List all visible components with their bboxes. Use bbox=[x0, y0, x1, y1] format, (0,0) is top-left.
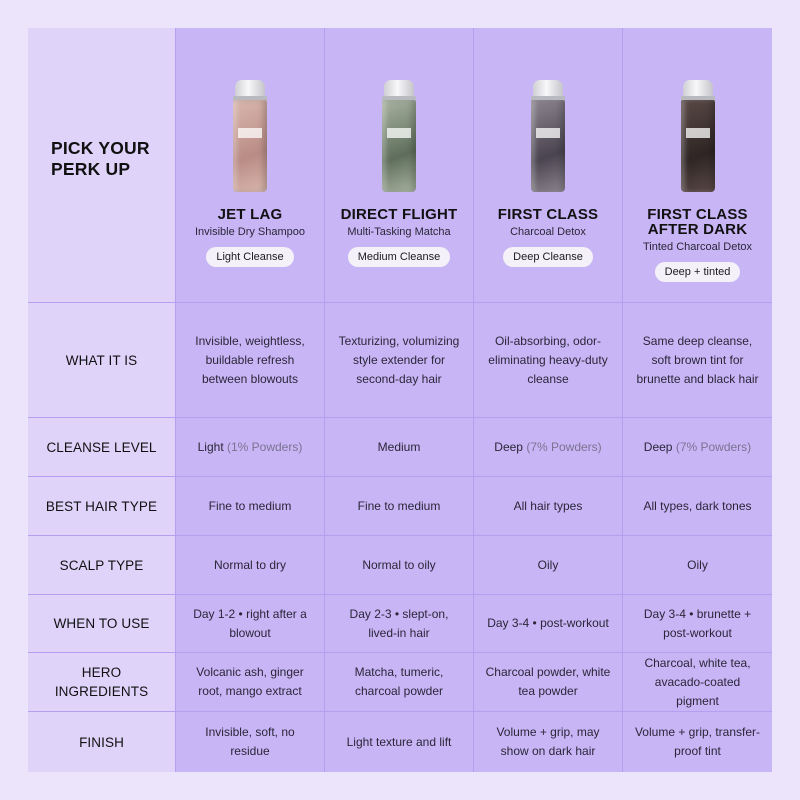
cleanse-badge: Light Cleanse bbox=[206, 247, 293, 267]
cell-value: Day 1-2 • right after a blowout bbox=[193, 606, 307, 640]
cell-value: Charcoal, white tea, avacado-coated pigment bbox=[644, 655, 751, 708]
table-cell bbox=[176, 595, 325, 653]
cell-text bbox=[335, 332, 463, 389]
cell-text bbox=[186, 663, 314, 701]
table-cell bbox=[176, 536, 325, 595]
product-subtitle: Tinted Charcoal Detox bbox=[642, 241, 753, 253]
corner-cell bbox=[28, 28, 176, 303]
row-label: SCALP TYPE bbox=[28, 536, 176, 595]
cell-note: (7% Powders) bbox=[672, 439, 752, 454]
cell-text bbox=[538, 556, 559, 575]
cell-value: Deep bbox=[643, 439, 673, 454]
table-cell bbox=[325, 477, 474, 536]
can-label bbox=[238, 128, 262, 138]
table-cell bbox=[325, 536, 474, 595]
cell-value: Volcanic ash, ginger root, mango extract bbox=[196, 665, 304, 698]
can-body bbox=[681, 100, 715, 192]
cell-text bbox=[214, 556, 286, 575]
product-header bbox=[474, 28, 623, 303]
product-can-icon bbox=[382, 80, 416, 192]
cell-value: Medium bbox=[377, 439, 421, 454]
table-cell bbox=[623, 595, 772, 653]
product-can-icon bbox=[531, 80, 565, 192]
table-cell bbox=[474, 303, 623, 418]
product-header bbox=[176, 28, 325, 303]
product-name: FIRST CLASS AFTER DARK bbox=[647, 206, 748, 238]
cell-text bbox=[487, 614, 609, 633]
cell-text bbox=[335, 663, 463, 701]
row-label: CLEANSE LEVEL bbox=[28, 418, 176, 477]
cell-text bbox=[633, 654, 762, 711]
product-name: JET LAG bbox=[217, 206, 283, 223]
cell-value: Fine to medium bbox=[357, 498, 441, 513]
cell-text bbox=[633, 723, 762, 761]
cell-note: (1% Powders) bbox=[223, 439, 303, 454]
cell-text bbox=[484, 723, 612, 761]
cell-text bbox=[186, 723, 314, 761]
table-cell bbox=[474, 477, 623, 536]
table-cell bbox=[474, 653, 623, 712]
can-cap bbox=[235, 80, 265, 96]
cleanse-badge: Medium Cleanse bbox=[348, 247, 451, 267]
cell-value: Oil-absorbing, odor-eliminating heavy-duty cleanse bbox=[488, 333, 608, 386]
table-cell bbox=[176, 418, 325, 477]
product-can-icon bbox=[681, 80, 715, 192]
table-cell bbox=[474, 418, 623, 477]
cell-value: All types, dark tones bbox=[643, 498, 752, 513]
product-header bbox=[325, 28, 474, 303]
cell-value: Light bbox=[197, 439, 224, 454]
table-cell bbox=[623, 712, 772, 772]
table-title: PICK YOUR PERK UP bbox=[51, 138, 150, 179]
cell-text bbox=[186, 332, 314, 389]
cell-value: Matcha, tumeric, charcoal powder bbox=[354, 665, 444, 698]
cell-value: Fine to medium bbox=[208, 498, 292, 513]
table-cell bbox=[623, 653, 772, 712]
table-cell bbox=[176, 303, 325, 418]
cell-value: Invisible, soft, no residue bbox=[205, 725, 295, 758]
cell-text bbox=[209, 497, 292, 516]
cell-value: Light texture and lift bbox=[346, 734, 452, 749]
product-subtitle: Invisible Dry Shampoo bbox=[194, 226, 306, 238]
cell-text bbox=[347, 733, 452, 752]
cell-value: Day 3-4 • post-workout bbox=[487, 616, 609, 630]
table-cell bbox=[623, 536, 772, 595]
comparison-table bbox=[28, 28, 772, 772]
row-label: WHAT IT IS bbox=[28, 303, 176, 418]
product-name: FIRST CLASS bbox=[497, 206, 599, 223]
cell-text bbox=[644, 438, 751, 457]
cell-value: Oily bbox=[537, 557, 559, 572]
cell-text bbox=[186, 605, 314, 643]
table-cell bbox=[325, 303, 474, 418]
product-can-icon bbox=[233, 80, 267, 192]
cell-text bbox=[362, 556, 435, 575]
cell-value: Day 2-3 • slept-on, lived-in hair bbox=[349, 606, 449, 640]
product-subtitle: Charcoal Detox bbox=[510, 226, 586, 238]
cell-text bbox=[494, 438, 601, 457]
row-label: WHEN TO USE bbox=[28, 595, 176, 653]
table-cell bbox=[325, 712, 474, 772]
cleanse-badge: Deep Cleanse bbox=[503, 247, 593, 267]
cell-value: Day 3-4 • brunette + post-workout bbox=[643, 606, 752, 640]
can-body bbox=[531, 100, 565, 192]
table-cell bbox=[325, 418, 474, 477]
cleanse-badge: Deep + tinted bbox=[655, 262, 741, 282]
can-cap bbox=[683, 80, 713, 96]
cell-value: Same deep cleanse, soft brown tint for brunette and black hair bbox=[636, 333, 759, 386]
can-label bbox=[387, 128, 411, 138]
can-label bbox=[536, 128, 560, 138]
cell-text bbox=[643, 497, 751, 516]
cell-text bbox=[378, 438, 421, 457]
cell-value: Oily bbox=[687, 557, 708, 572]
product-subtitle: Multi-Tasking Matcha bbox=[347, 226, 451, 238]
row-label: HERO INGREDIENTS bbox=[28, 653, 176, 712]
cell-value: Texturizing, volumizing style extender for second-day hair bbox=[338, 333, 460, 386]
row-label: BEST HAIR TYPE bbox=[28, 477, 176, 536]
cell-text bbox=[484, 332, 612, 389]
can-body bbox=[382, 100, 416, 192]
cell-text bbox=[358, 497, 441, 516]
row-label: FINISH bbox=[28, 712, 176, 772]
cell-text bbox=[633, 332, 762, 389]
product-header bbox=[623, 28, 772, 303]
table-cell bbox=[325, 595, 474, 653]
table-cell bbox=[623, 303, 772, 418]
can-body bbox=[233, 100, 267, 192]
cell-value: Deep bbox=[494, 439, 523, 454]
table-cell bbox=[474, 712, 623, 772]
cell-text bbox=[198, 438, 303, 457]
cell-value: Normal to oily bbox=[362, 557, 436, 572]
table-cell bbox=[474, 536, 623, 595]
can-cap bbox=[384, 80, 414, 96]
cell-value: Normal to dry bbox=[213, 557, 287, 572]
cell-text bbox=[687, 556, 708, 575]
table-cell bbox=[623, 418, 772, 477]
table-cell bbox=[176, 653, 325, 712]
product-name: DIRECT FLIGHT bbox=[340, 206, 458, 223]
table-cell bbox=[325, 653, 474, 712]
cell-value: Volume + grip, transfer-proof tint bbox=[634, 725, 761, 758]
table-cell bbox=[474, 595, 623, 653]
cell-note: (7% Powders) bbox=[522, 439, 602, 454]
cell-text bbox=[514, 497, 583, 516]
cell-text bbox=[335, 605, 463, 643]
cell-value: Charcoal powder, white tea powder bbox=[485, 665, 611, 698]
can-label bbox=[686, 128, 710, 138]
cell-text bbox=[633, 605, 762, 643]
cell-value: Invisible, weightless, buildable refresh between blowouts bbox=[195, 333, 305, 386]
cell-value: Volume + grip, may show on dark hair bbox=[496, 725, 600, 758]
cell-value: All hair types bbox=[513, 498, 583, 513]
table-cell bbox=[176, 712, 325, 772]
table-cell bbox=[623, 477, 772, 536]
cell-text bbox=[484, 663, 612, 701]
table-cell bbox=[176, 477, 325, 536]
can-cap bbox=[533, 80, 563, 96]
